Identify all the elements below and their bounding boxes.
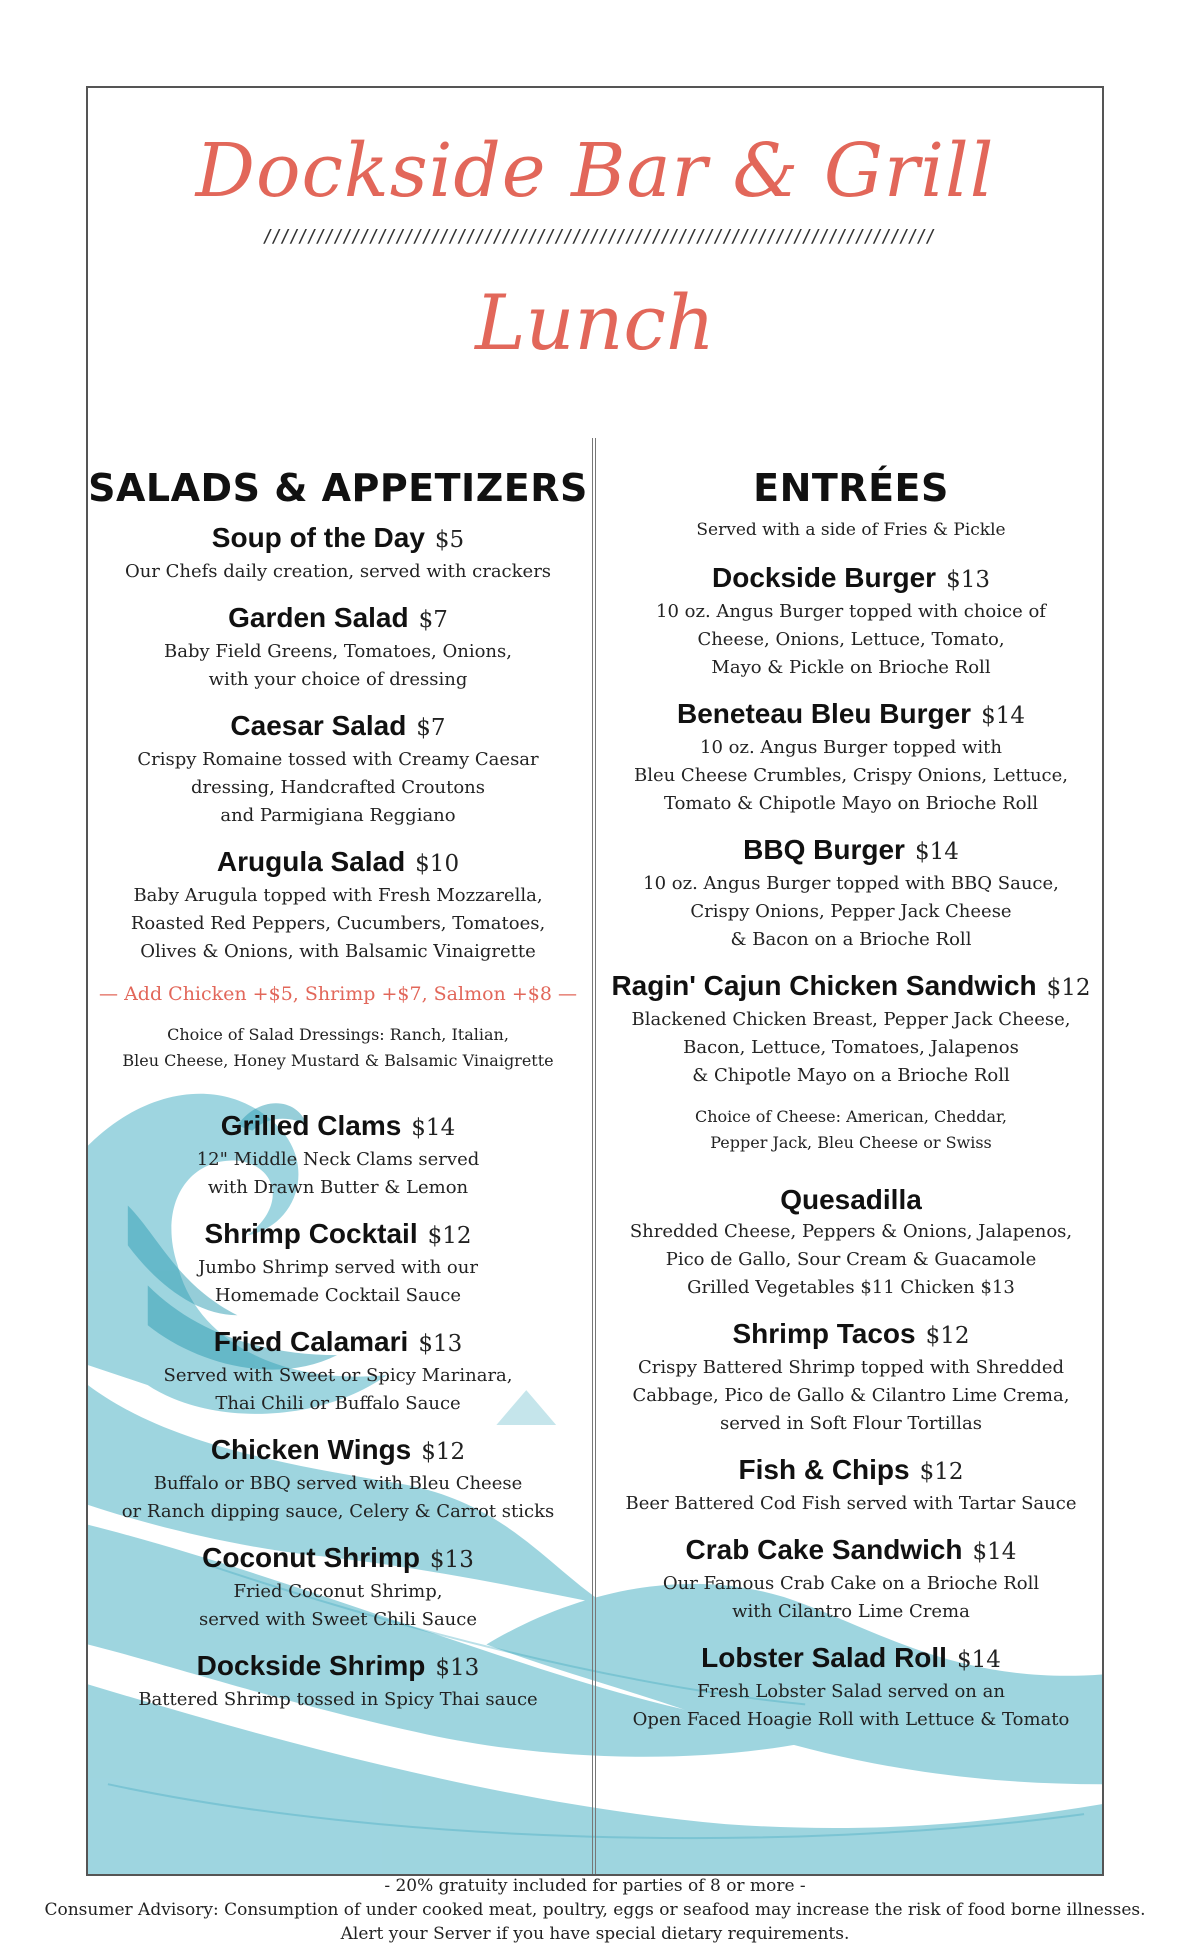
menu-item-name: Caesar Salad: [230, 710, 407, 741]
meal-title: Lunch: [475, 278, 715, 367]
menu-item-price: $13: [418, 1331, 463, 1357]
menu-item-name: Fried Calamari: [213, 1326, 409, 1357]
decorative-divider: ////////////////////////////////////////////////////////////////////////////: [262, 226, 934, 244]
menu-item-description: Our Chefs daily creation, served with crackers: [124, 561, 552, 582]
menu-item-header: [88, 1648, 588, 1686]
menu-item-name: Quesadilla: [780, 1184, 922, 1215]
menu-item-header: [596, 1452, 1104, 1490]
menu-item-price: $14: [914, 839, 959, 865]
menu-item: [88, 844, 588, 966]
menu-item-description: Beer Battered Cod Fish served with Tartar Sauce: [625, 1493, 1077, 1514]
menu-item-name: Shrimp Tacos: [732, 1318, 916, 1349]
menu-item-description: 10 oz. Angus Burger topped with Bleu Cheese Crumbles, Crispy Onions, Lettuce, Tomato & Chipotle Mayo on Brioche Roll: [633, 737, 1068, 814]
menu-item-price: $13: [435, 1655, 480, 1681]
menu-item: [596, 696, 1104, 818]
menu-item: [88, 708, 588, 830]
left-items-bottom: [88, 1108, 588, 1714]
menu-item-name: Garden Salad: [228, 602, 409, 633]
menu-item-description: Served with Sweet or Spicy Marinara, Thai Chili or Buffalo Sauce: [163, 1365, 513, 1414]
menu-item-name: Coconut Shrimp: [202, 1542, 420, 1573]
menu-item-header: [88, 1216, 588, 1254]
menu-item-price: $14: [956, 1647, 1001, 1673]
menu-item: [88, 1648, 588, 1714]
menu-item-price: $7: [418, 607, 448, 633]
menu-item-price: $12: [427, 1223, 472, 1249]
menu-item-header: [596, 560, 1104, 598]
menu-item-header: [88, 844, 588, 882]
menu-item: [88, 1216, 588, 1310]
right-items-top: [596, 560, 1104, 1090]
menu-item: [88, 1540, 588, 1634]
menu-item-header: [596, 696, 1104, 734]
consumer-advisory: Consumer Advisory: Consumption of under cooked meat, poultry, eggs or seafood may increase the risk of food borne illnesses.: [44, 1900, 1146, 1920]
menu-item: [596, 968, 1104, 1090]
menu-item-name: Soup of the Day: [211, 522, 425, 553]
entree-side-note: Served with a side of Fries & Pickle: [696, 520, 1006, 540]
menu-item-name: Grilled Clams: [220, 1110, 402, 1141]
menu-item-header: [596, 1532, 1104, 1570]
menu-item: [88, 1108, 588, 1202]
menu-item-name: BBQ Burger: [743, 834, 905, 865]
menu-item-name: Fish & Chips: [738, 1454, 910, 1485]
menu-item-price: $13: [946, 567, 990, 593]
menu-item-name: Shrimp Cocktail: [204, 1218, 418, 1249]
menu-item: [88, 1324, 588, 1418]
menu-item: [88, 600, 588, 694]
section-heading: SALADS & APPETIZERS: [88, 466, 588, 510]
menu-item-description: 10 oz. Angus Burger topped with choice of Cheese, Onions, Lettuce, Tomato, Mayo & Pickle on Brioche Roll: [656, 601, 1046, 678]
menu-item: [88, 1432, 588, 1526]
menu-item-description: 10 oz. Angus Burger topped with BBQ Sauce, Crispy Onions, Pepper Jack Cheese & Bacon on a Brioche Roll: [643, 873, 1059, 950]
menu-item-header: [88, 1324, 588, 1362]
menu-item-name: Dockside Burger: [712, 562, 937, 593]
menu-item: [596, 832, 1104, 954]
menu-item-header: [88, 1108, 588, 1146]
menu-item-header: [88, 1432, 588, 1470]
menu-item: [596, 560, 1104, 682]
menu-item-description: Jumbo Shrimp served with our Homemade Cocktail Sauce: [198, 1257, 478, 1306]
menu-item-name: Lobster Salad Roll: [701, 1642, 947, 1673]
right-items-bottom: [596, 1182, 1104, 1734]
menu-item-price: $7: [416, 715, 446, 741]
menu-item-price: $12: [919, 1459, 964, 1485]
menu-frame: [86, 86, 1104, 1876]
menu-item-description: Buffalo or BBQ served with Bleu Cheese or Ranch dipping sauce, Celery & Carrot sticks: [121, 1473, 555, 1522]
menu-item-price: $14: [972, 1539, 1017, 1565]
menu-item-name: Chicken Wings: [210, 1434, 412, 1465]
menu-item-header: [596, 1182, 1104, 1218]
restaurant-title: Dockside Bar & Grill: [195, 128, 995, 214]
menu-item-description: Shredded Cheese, Peppers & Onions, Jalapenos, Pico de Gallo, Sour Cream & Guacamole Grilled Vegetables $11 Chicken $13: [629, 1221, 1073, 1298]
menu-item-name: Ragin' Cajun Chicken Sandwich: [611, 970, 1037, 1001]
section-heading: ENTRÉES: [753, 466, 949, 510]
menu-item-description: Blackened Chicken Breast, Pepper Jack Cheese, Bacon, Lettuce, Tomatoes, Jalapenos & Chipotle Mayo on a Brioche Roll: [631, 1009, 1071, 1086]
menu-item-description: Baby Arugula topped with Fresh Mozzarella, Roasted Red Peppers, Cucumbers, Tomatoes, Olives & Onions, with Balsamic Vinaigrette: [130, 885, 546, 962]
left-items-top: [88, 520, 588, 966]
salads-appetizers-column: [88, 466, 588, 1728]
menu-item-header: [596, 1640, 1104, 1678]
menu-item: [596, 1316, 1104, 1438]
menu-item-description: 12" Middle Neck Clams served with Drawn Butter & Lemon: [196, 1149, 480, 1198]
menu-item-description: Crispy Battered Shrimp topped with Shredded Cabbage, Pico de Gallo & Cilantro Lime Crema, served in Soft Flour Tortillas: [632, 1357, 1070, 1434]
menu-item: [88, 520, 588, 586]
menu-item-header: [88, 1540, 588, 1578]
menu-item-price: $10: [415, 851, 460, 877]
dietary-alert: Alert your Server if you have special dietary requirements.: [340, 1924, 850, 1944]
menu-item-description: Fried Coconut Shrimp, served with Sweet Chili Sauce: [198, 1581, 477, 1630]
menu-item-header: [88, 708, 588, 746]
menu-item-description: Fresh Lobster Salad served on an Open Faced Hoagie Roll with Lettuce & Tomato: [632, 1681, 1070, 1730]
menu-item-price: $12: [421, 1439, 466, 1465]
menu-item-price: $5: [434, 527, 465, 553]
menu-item-header: [596, 968, 1104, 1006]
menu-item-name: Beneteau Bleu Burger: [677, 698, 972, 729]
gratuity-note: - 20% gratuity included for parties of 8 or more -: [384, 1876, 806, 1896]
menu-item-header: [596, 832, 1104, 870]
menu-item-price: $12: [1046, 975, 1091, 1001]
menu-item: [596, 1640, 1104, 1734]
menu-item-name: Arugula Salad: [216, 846, 406, 877]
menu-item: [596, 1182, 1104, 1302]
addon-line: — Add Chicken +$5, Shrimp +$7, Salmon +$8 —: [99, 983, 577, 1005]
menu-item-price: $14: [411, 1115, 456, 1141]
entrees-column: [596, 466, 1104, 1748]
menu-item-description: Our Famous Crab Cake on a Brioche Roll with Cilantro Lime Crema: [662, 1573, 1040, 1622]
cheese-note: Choice of Cheese: American, Cheddar, Pepper Jack, Bleu Cheese or Swiss: [694, 1107, 1008, 1152]
menu-item: [596, 1452, 1104, 1518]
menu-item-price: $13: [429, 1547, 474, 1573]
dressings-note: Choice of Salad Dressings: Ranch, Italian, Bleu Cheese, Honey Mustard & Balsamic Vinaigrette: [122, 1025, 554, 1070]
menu-item-description: Crispy Romaine tossed with Creamy Caesar dressing, Handcrafted Croutons and Parmigiana Reggiano: [137, 749, 539, 826]
menu-item-name: Crab Cake Sandwich: [685, 1534, 963, 1565]
menu-item-description: Baby Field Greens, Tomatoes, Onions, with your choice of dressing: [164, 641, 512, 690]
menu-item-name: Dockside Shrimp: [196, 1650, 426, 1681]
menu-item-header: [596, 1316, 1104, 1354]
menu-item-header: [88, 600, 588, 638]
menu-item: [596, 1532, 1104, 1626]
menu-item-description: Battered Shrimp tossed in Spicy Thai sauce: [138, 1689, 538, 1710]
menu-item-price: $12: [925, 1323, 970, 1349]
menu-item-header: [88, 520, 588, 558]
menu-item-price: $14: [981, 703, 1025, 729]
